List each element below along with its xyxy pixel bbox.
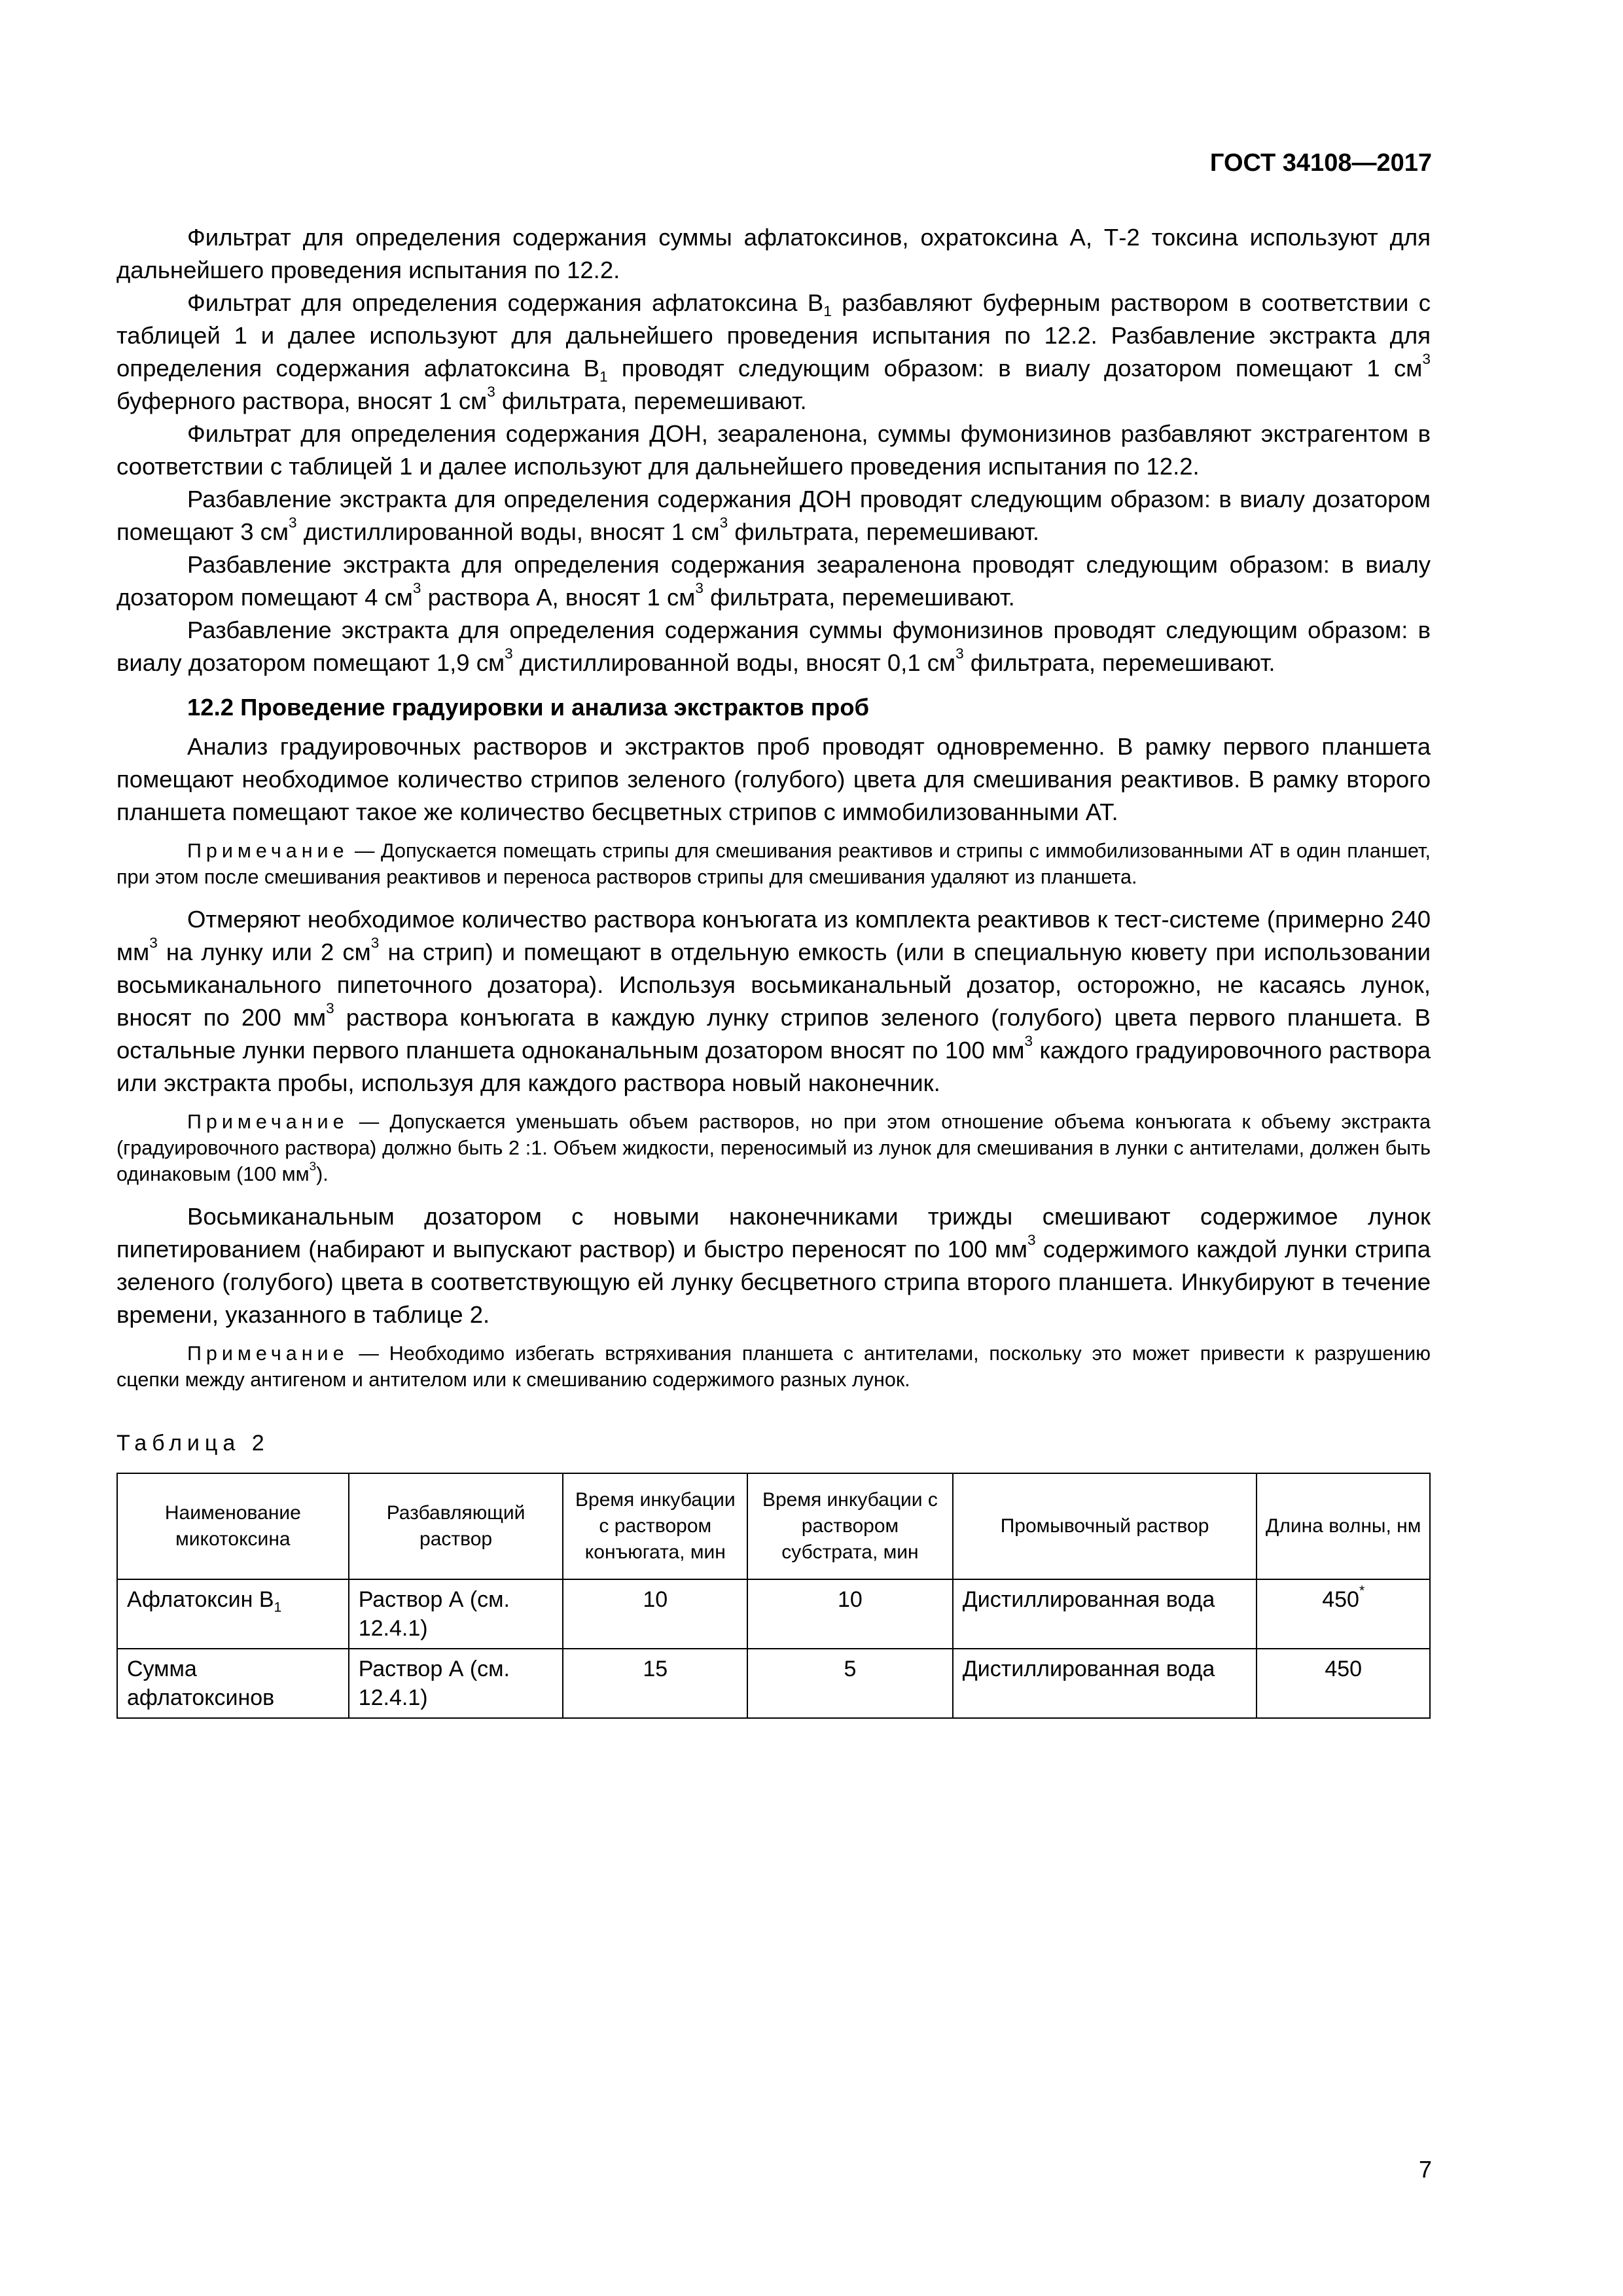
table-cell: 5 [747, 1649, 953, 1718]
paragraph: Фильтрат для определения содержания ДОН, зеараленона, суммы фумонизинов разбавляют экстрагентом в соответствии с таблицей 1 и далее используют для дальнейшего проведения испытания по 12.2. [116, 420, 1431, 480]
table-cell: Раствор А (см. 12.4.1) [349, 1649, 563, 1718]
table-cell: 450* [1257, 1579, 1430, 1649]
column-header: Время инкубации с раствором субстрата, мин [747, 1473, 953, 1579]
table-cell: 10 [563, 1579, 747, 1649]
column-header: Время инкубации с раствором конъюгата, мин [563, 1473, 747, 1579]
column-header: Разбавляющий раствор [349, 1473, 563, 1579]
page-number: 7 [1418, 2156, 1432, 2183]
page-content [116, 221, 1431, 1719]
section-heading: 12.2 Проведение градуировки и анализа экстрактов проб [187, 694, 870, 721]
document-code: ГОСТ 34108—2017 [1209, 149, 1432, 177]
paragraph: Отмеряют необходимое количество раствора конъюгата из комплекта реактивов к тест-системе (примерно 240 $мм^3$ на лунку или 2 $см^3$ на стрип) и помещают в отдельную емкость (или в специальную кювету при использовании восьмиканального пипеточного дозатора). Используя восьмиканальный дозатор, осторожно, не касаясь лунок, вносят по 200 $мм^3$ раствора конъюгата в каждую лунку стрипов зеленого (голубого) цвета первого планшета. В остальные лунки первого планшета одноканальным дозатором вносят по 100 $мм^3$ каждого градуировочного раствора или экстракта пробы, используя для каждого раствора новый наконечник. [116, 906, 1431, 1096]
table-cell: Дистиллированная вода [953, 1579, 1257, 1649]
table-row [117, 1579, 1430, 1649]
paragraph: Восьмиканальным дозатором с новыми наконечниками трижды смешивают содержимое лунок пипетированием (набирают и выпускают раствор) и быстро переносят по 100 $мм^3$ содержимого каждой лунки стрипа зеленого (голубого) цвета в соответствующую ей лунку бесцветного стрипа второго планшета. Инкубируют в течение времени, указанного в таблице 2. [116, 1203, 1431, 1328]
column-header: Наименование микотоксина [117, 1473, 349, 1579]
table-header-row [117, 1473, 1430, 1579]
note: Примечание — Допускается уменьшать объем растворов, но при этом отношение объема конъюгата к объему экстракта (градуировочного раствора) должно быть 2 :1. Объем жидкости, переносимый из лунок для смешивания в лунки с антителами, должен быть одинаковым (100 $мм^3$). [116, 1111, 1431, 1185]
paragraph: Фильтрат для определения содержания суммы афлатоксинов, охратоксина А, Т-2 токсина используют для дальнейшего проведения испытания по 12.2. [116, 224, 1431, 283]
table-cell: 450 [1257, 1649, 1430, 1718]
paragraph: Разбавление экстракта для определения содержания суммы фумонизинов проводят следующим образом: в виалу дозатором помещают 1,9 $см^3$ дистиллированной воды, вносят 0,1 $см^3$ фильтрата, перемешивают. [116, 617, 1431, 676]
table-cell: 10 [747, 1579, 953, 1649]
mycotoxin-table [116, 1473, 1431, 1719]
paragraph: Анализ градуировочных растворов и экстрактов проб проводят одновременно. В рамку первого планшета помещают необходимое количество стрипов зеленого (голубого) цвета для смешивания реактивов. В рамку второго планшета помещают такое же количество бесцветных стрипов с иммобилизованными АТ. [116, 733, 1431, 825]
table-row [117, 1649, 1430, 1718]
paragraph: Разбавление экстракта для определения содержания зеараленона проводят следующим образом: в виалу дозатором помещают 4 $см^3$ раствора А, вносят 1 $см^3$ фильтрата, перемешивают. [116, 551, 1431, 611]
table-caption: Таблица 2 [116, 1431, 270, 1456]
column-header: Промывочный раствор [953, 1473, 1257, 1579]
paragraph: Фильтрат для определения содержания афлатоксина $В_1$ разбавляют буферным раствором в соответствии с таблицей 1 и далее используют для дальнейшего проведения испытания по 12.2. Разбавление экстракта для определения содержания афлатоксина $В_1$ проводят следующим образом: в виалу дозатором помещают 1 $см^3$ буферного раствора, вносят 1 $см^3$ фильтрата, перемешивают. [116, 289, 1431, 414]
table-cell: Раствор А (см. 12.4.1) [349, 1579, 563, 1649]
table-cell: 15 [563, 1649, 747, 1718]
note: Примечание — Необходимо избегать встряхивания планшета с антителами, поскольку это может привести к разрушению сцепки между антигеном и антителом или к смешиванию содержимого разных лунок. [116, 1342, 1431, 1391]
column-header: Длина волны, нм [1257, 1473, 1430, 1579]
paragraph: Разбавление экстракта для определения содержания ДОН проводят следующим образом: в виалу дозатором помещают 3 $см^3$ дистиллированной воды, вносят 1 $см^3$ фильтрата, перемешивают. [116, 486, 1431, 545]
table-cell: Дистиллированная вода [953, 1649, 1257, 1718]
note: Примечание — Допускается помещать стрипы для смешивания реактивов и стрипы с иммобилизованными АТ в один планшет, при этом после смешивания реактивов и переноса растворов стрипы для смешивания удаляют из планшета. [116, 840, 1431, 888]
table-cell: Сумма афлатоксинов [117, 1649, 349, 1718]
table-cell: Афлатоксин $В_1$ [117, 1579, 349, 1649]
